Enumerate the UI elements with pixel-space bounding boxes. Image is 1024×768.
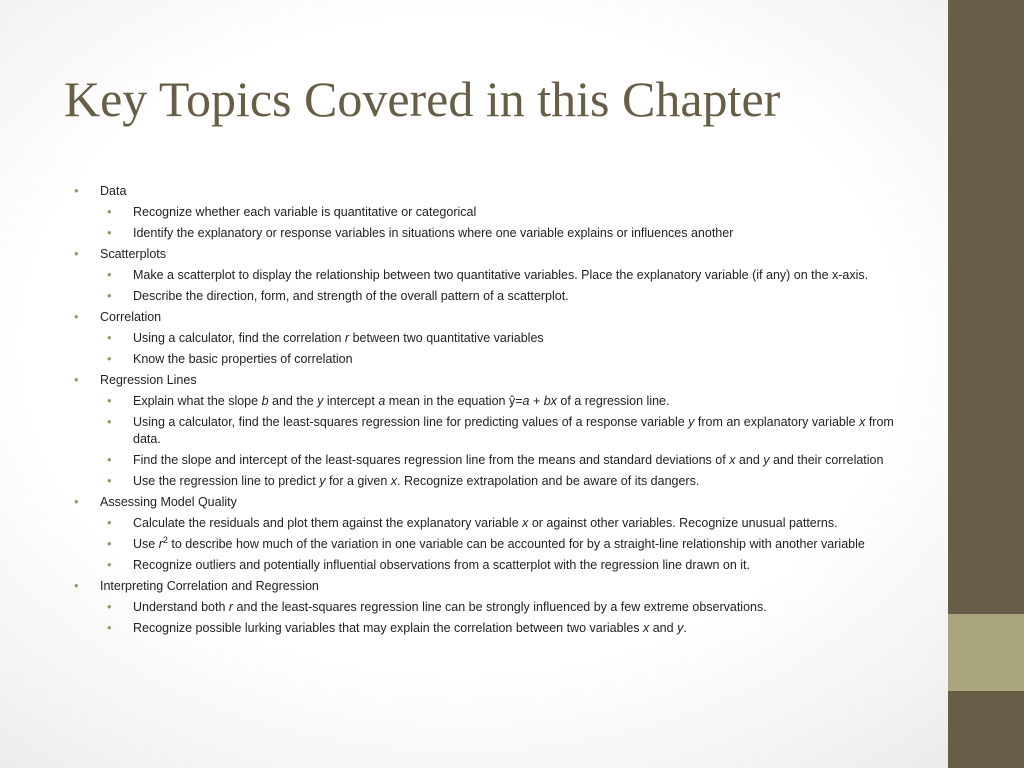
bullet-icon: • <box>74 246 79 261</box>
superscript: 2 <box>162 534 168 545</box>
bullet-icon: • <box>74 309 79 324</box>
topic-data <box>74 183 900 200</box>
bullet-icon: • <box>107 536 112 551</box>
text-run: and their correlation <box>769 453 884 467</box>
bullet-icon: • <box>107 204 112 219</box>
text-run: Use the regression line to predict <box>133 474 320 488</box>
subtopic-text <box>133 415 894 446</box>
topic-label: Interpreting Correlation and Regression <box>100 579 319 593</box>
subtopic-text <box>133 621 687 635</box>
bullet-icon: • <box>107 414 112 429</box>
bullet-icon: • <box>74 183 79 198</box>
subtopic-text <box>133 534 865 551</box>
subtopic-text <box>133 453 883 467</box>
text-run: Using a calculator, find the correlation <box>133 331 345 345</box>
subtopic-item <box>74 204 900 221</box>
math-var: x <box>729 453 736 467</box>
math-var: a <box>378 394 386 408</box>
bullet-icon: • <box>107 393 112 408</box>
topic-assessing-model-quality <box>74 494 900 511</box>
text-run: to describe how much of the variation in one variable can be accounted for by a straight-line relationship with another variable <box>167 537 865 551</box>
text-run: + <box>529 394 544 408</box>
subtopic-text <box>133 394 669 408</box>
subtopic-item <box>74 225 900 242</box>
subtopic-item <box>74 473 900 490</box>
math-var: y <box>688 415 695 429</box>
subtopic-item <box>74 351 900 368</box>
subtopic-item <box>74 452 900 469</box>
text-run: Calculate the residuals and plot them against the explanatory variable <box>133 516 523 530</box>
math-var: y <box>317 394 324 408</box>
bullet-icon: • <box>107 330 112 345</box>
math-var: r <box>158 537 163 551</box>
bullet-icon: • <box>74 372 79 387</box>
topic-label: Regression Lines <box>100 373 197 387</box>
subtopic-text: Recognize whether each variable is quantitative or categorical <box>133 205 477 219</box>
math-var: r <box>344 331 350 345</box>
bullet-icon: • <box>107 452 112 467</box>
bullet-icon: • <box>107 351 112 366</box>
subtopic-text: Describe the direction, form, and strength of the overall pattern of a scatterplot. <box>133 289 569 303</box>
text-run: Find the slope and intercept of the least-squares regression line from the means and standard deviations of <box>133 453 730 467</box>
text-run: . Recognize extrapolation and be aware of its dangers. <box>397 474 700 488</box>
subtopic-text: Know the basic properties of correlation <box>133 352 353 366</box>
subtopic-item <box>74 536 900 553</box>
text-run: and <box>735 453 764 467</box>
topic-label: Data <box>100 184 127 198</box>
text-run: from an explanatory variable <box>694 415 860 429</box>
bullet-icon: • <box>107 557 112 572</box>
topic-list <box>74 183 900 641</box>
subtopic-item <box>74 288 900 305</box>
topic-interpreting <box>74 578 900 595</box>
text-run: and <box>649 621 678 635</box>
text-run: and the <box>268 394 318 408</box>
math-var: y <box>763 453 770 467</box>
text-run: . <box>683 621 687 635</box>
side-decor-accent <box>948 614 1024 691</box>
subtopic-text: Identify the explanatory or response variables in situations where one variable explains or influences another <box>133 226 734 240</box>
subtopic-text: Recognize outliers and potentially influential observations from a scatterplot with the regression line drawn on it. <box>133 558 750 572</box>
math-var: x <box>390 474 398 488</box>
text-run: Recognize possible lurking variables that may explain the correlation between two variables <box>133 621 643 635</box>
bullet-icon: • <box>74 578 79 593</box>
subtopic-item <box>74 393 900 410</box>
text-run: mean in the equation ŷ= <box>385 394 523 408</box>
subtopic-text <box>133 331 544 345</box>
topic-scatterplots <box>74 246 900 263</box>
slide-title: Key Topics Covered in this Chapter <box>64 71 781 127</box>
math-var: a <box>522 394 530 408</box>
subtopic-text <box>133 516 838 530</box>
text-run: of a regression line. <box>556 394 670 408</box>
text-run: intercept <box>323 394 379 408</box>
math-var: bx <box>543 394 557 408</box>
math-var: b <box>261 394 269 408</box>
subtopic-item <box>74 620 900 637</box>
subtopic-item <box>74 599 900 616</box>
topic-regression-lines <box>74 372 900 389</box>
text-run: Explain what the slope <box>133 394 262 408</box>
text-run: Understand both <box>133 600 229 614</box>
subtopic-text: Make a scatterplot to display the relationship between two quantitative variables. Place the explanatory variable (if any) on the x-axis. <box>133 268 869 282</box>
subtopic-item <box>74 557 900 574</box>
bullet-icon: • <box>107 288 112 303</box>
topic-label: Scatterplots <box>100 247 167 261</box>
bullet-icon: • <box>107 515 112 530</box>
math-var: x <box>643 621 650 635</box>
text-run: between two quantitative variables <box>349 331 544 345</box>
bullet-icon: • <box>107 473 112 488</box>
math-var: x <box>522 516 529 530</box>
text-run: Use <box>133 537 159 551</box>
text-run: or against other variables. Recognize unusual patterns. <box>528 516 838 530</box>
math-var: x <box>859 415 866 429</box>
subtopic-item <box>74 267 900 284</box>
bullet-icon: • <box>74 494 79 509</box>
topic-label: Assessing Model Quality <box>100 495 237 509</box>
topic-correlation <box>74 309 900 326</box>
text-run: for a given <box>325 474 391 488</box>
bullet-icon: • <box>107 267 112 282</box>
bullet-icon: • <box>107 620 112 635</box>
subtopic-text <box>133 474 699 488</box>
subtopic-text <box>133 600 767 614</box>
subtopic-item <box>74 515 900 532</box>
bullet-icon: • <box>107 599 112 614</box>
text-run: and the least-squares regression line can be strongly influenced by a few extreme observations. <box>233 600 767 614</box>
math-var: y <box>677 621 684 635</box>
math-var: r <box>228 600 234 614</box>
bullet-icon: • <box>107 225 112 240</box>
math-var: y <box>319 474 326 488</box>
topic-label: Correlation <box>100 310 162 324</box>
text-run: from data. <box>133 415 894 446</box>
text-run: Using a calculator, find the least-squares regression line for predicting values of a response variable <box>133 415 689 429</box>
subtopic-item <box>74 414 900 448</box>
subtopic-item <box>74 330 900 347</box>
